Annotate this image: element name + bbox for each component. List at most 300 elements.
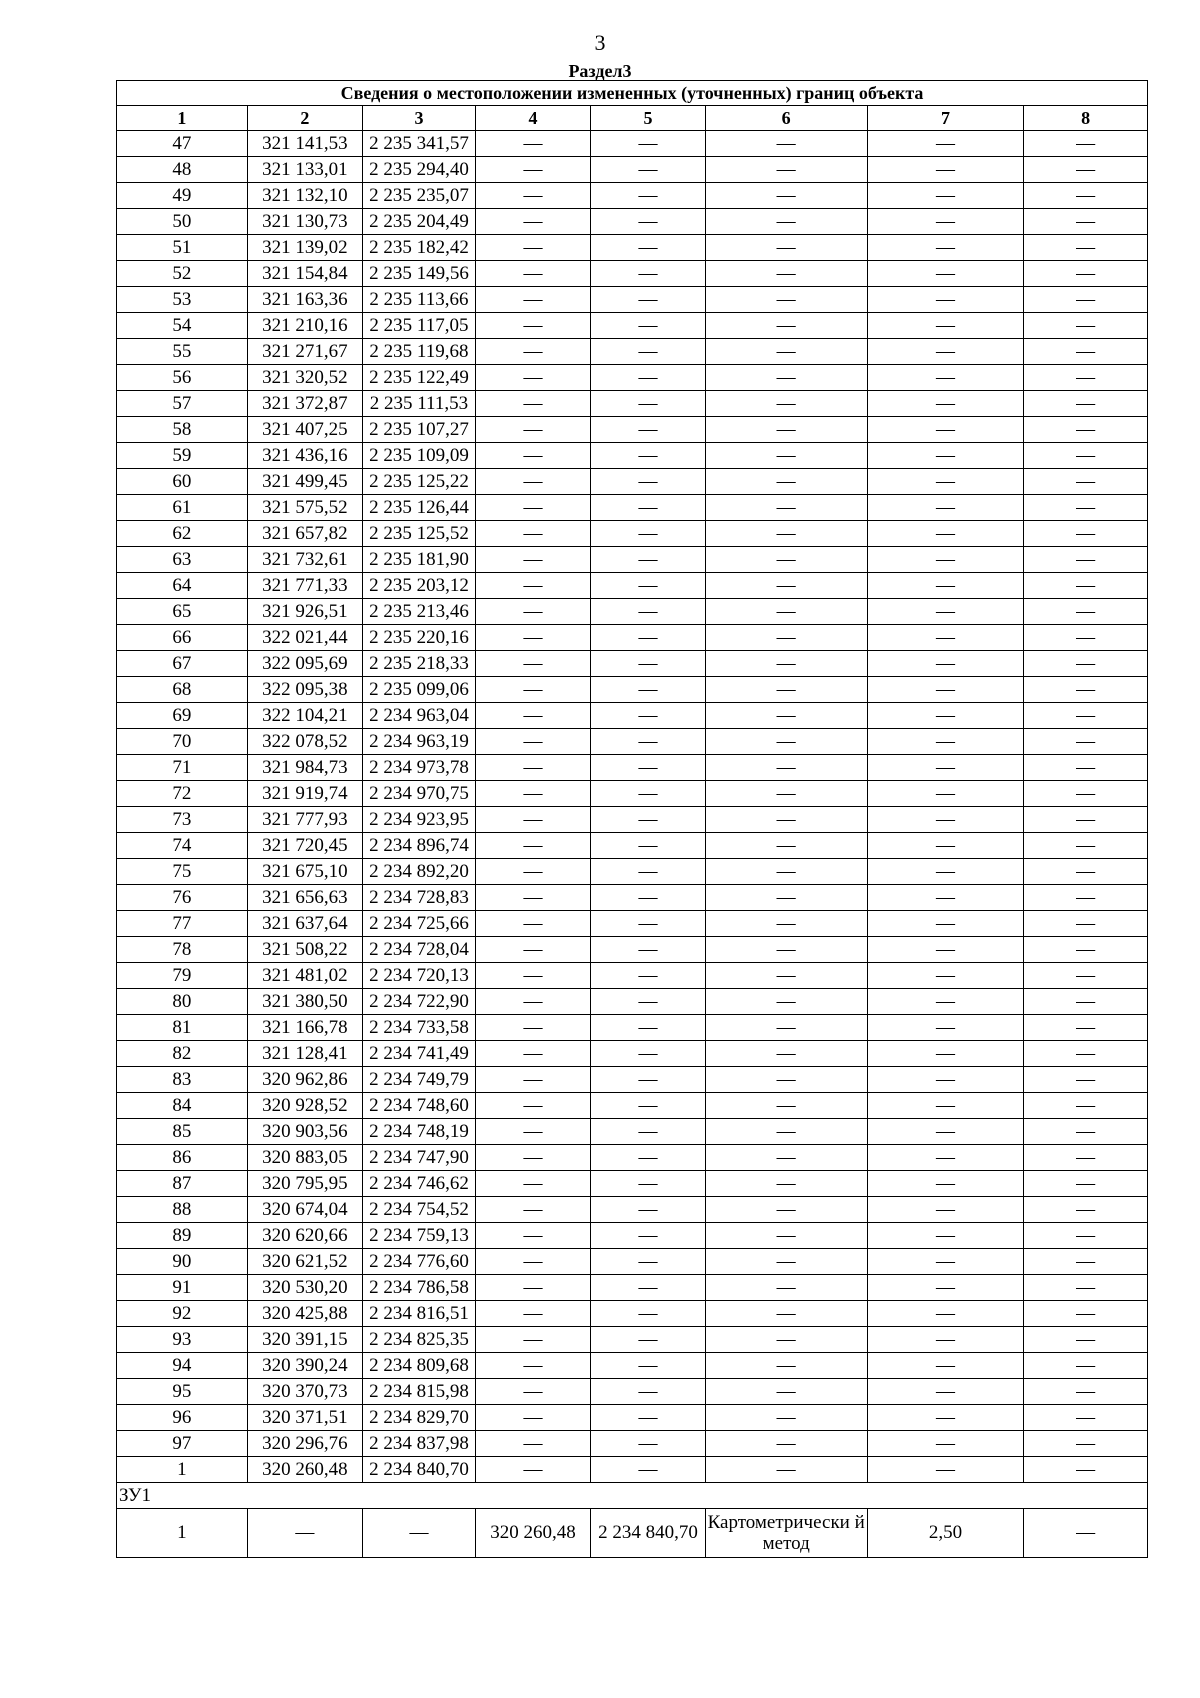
dash-cell: —: [591, 391, 706, 417]
point-number: 56: [117, 365, 248, 391]
x-coordinate: 320 928,52: [247, 1093, 363, 1119]
dash-cell: —: [475, 1379, 591, 1405]
dash-cell: —: [867, 833, 1024, 859]
dash-cell: —: [705, 157, 867, 183]
point-number: 78: [117, 937, 248, 963]
point-number: 93: [117, 1327, 248, 1353]
point-number: 77: [117, 911, 248, 937]
dash-cell: —: [591, 131, 706, 157]
dash-cell: —: [591, 547, 706, 573]
x-coordinate: 321 166,78: [247, 1015, 363, 1041]
point-number: 66: [117, 625, 248, 651]
point-number: 49: [117, 183, 248, 209]
dash-cell: —: [867, 1327, 1024, 1353]
dash-cell: —: [1024, 1249, 1148, 1275]
table-row: [117, 1431, 1148, 1457]
table-row: [117, 235, 1148, 261]
dash-cell: —: [475, 157, 591, 183]
dash-cell: —: [705, 1301, 867, 1327]
dash-cell: —: [1024, 859, 1148, 885]
x-coordinate: 320 621,52: [247, 1249, 363, 1275]
dash-cell: —: [475, 1171, 591, 1197]
y-coordinate: 2 235 149,56: [363, 261, 476, 287]
dash-cell: —: [705, 1405, 867, 1431]
boundary-table: [116, 80, 1148, 1558]
accuracy-cell: 2,50: [867, 1509, 1024, 1558]
dash-cell: —: [705, 287, 867, 313]
dash-cell: —: [475, 1301, 591, 1327]
column-number: 8: [1024, 106, 1148, 131]
dash-cell: —: [705, 1093, 867, 1119]
dash-cell: —: [705, 859, 867, 885]
dash-cell: —: [705, 989, 867, 1015]
dash-cell: —: [705, 1197, 867, 1223]
dash-cell: —: [1024, 781, 1148, 807]
dash-cell: —: [475, 573, 591, 599]
y-coordinate: 2 234 816,51: [363, 1301, 476, 1327]
dash-cell: —: [591, 209, 706, 235]
y-coordinate: 2 235 099,06: [363, 677, 476, 703]
x-coordinate: 322 021,44: [247, 625, 363, 651]
dash-cell: —: [591, 365, 706, 391]
table-row: [117, 859, 1148, 885]
point-number: 61: [117, 495, 248, 521]
table-row: [117, 1457, 1148, 1483]
dash-cell: —: [475, 833, 591, 859]
point-number: 76: [117, 885, 248, 911]
point-number: 58: [117, 417, 248, 443]
table-row: [117, 781, 1148, 807]
dash-cell: —: [705, 677, 867, 703]
dash-cell: —: [1024, 209, 1148, 235]
x-coordinate: 322 078,52: [247, 729, 363, 755]
point-number: 1: [117, 1457, 248, 1483]
dash-cell: —: [705, 1249, 867, 1275]
new-y-cell: 2 234 840,70: [591, 1509, 706, 1558]
y-coordinate: 2 234 970,75: [363, 781, 476, 807]
dash-cell: —: [475, 1015, 591, 1041]
point-number: 52: [117, 261, 248, 287]
dash-cell: —: [867, 807, 1024, 833]
dash-cell: —: [1024, 885, 1148, 911]
dash-cell: —: [867, 365, 1024, 391]
dash-cell: —: [1024, 131, 1148, 157]
dash-cell: —: [475, 1327, 591, 1353]
dash-cell: —: [591, 157, 706, 183]
dash-cell: —: [591, 1119, 706, 1145]
point-number: 59: [117, 443, 248, 469]
x-coordinate: 321 163,36: [247, 287, 363, 313]
table-body: [117, 131, 1148, 1483]
y-coordinate: 2 234 973,78: [363, 755, 476, 781]
dash-cell: —: [591, 781, 706, 807]
dash-cell: —: [475, 521, 591, 547]
y-coordinate: 2 235 107,27: [363, 417, 476, 443]
dash-cell: —: [867, 1405, 1024, 1431]
dash-cell: —: [591, 755, 706, 781]
dash-cell: —: [867, 417, 1024, 443]
x-coordinate: 322 104,21: [247, 703, 363, 729]
x-coordinate: 320 260,48: [247, 1457, 363, 1483]
dash-cell: —: [1024, 313, 1148, 339]
column-number-row: [117, 106, 1148, 131]
x-coordinate: 321 926,51: [247, 599, 363, 625]
y-coordinate: 2 235 218,33: [363, 651, 476, 677]
table-row: [117, 729, 1148, 755]
table-row: [117, 1223, 1148, 1249]
dash-cell: —: [867, 1119, 1024, 1145]
dash-cell: —: [1024, 651, 1148, 677]
table-row: [117, 547, 1148, 573]
dash-cell: —: [475, 859, 591, 885]
y-coordinate: 2 234 748,60: [363, 1093, 476, 1119]
dash-cell: —: [1024, 495, 1148, 521]
point-number: 65: [117, 599, 248, 625]
dash-cell: —: [705, 521, 867, 547]
table-row: [117, 1275, 1148, 1301]
dash-cell: —: [867, 1379, 1024, 1405]
x-coordinate: 321 481,02: [247, 963, 363, 989]
dash-cell: —: [475, 937, 591, 963]
dash-cell: —: [1024, 1171, 1148, 1197]
dash-cell: —: [867, 885, 1024, 911]
y-coordinate: 2 234 748,19: [363, 1119, 476, 1145]
table-row: [117, 573, 1148, 599]
dash-cell: —: [705, 131, 867, 157]
dash-cell: —: [591, 235, 706, 261]
table-row: [117, 963, 1148, 989]
column-number: 6: [705, 106, 867, 131]
point-number: 73: [117, 807, 248, 833]
point-number: 60: [117, 469, 248, 495]
y-coordinate: 2 234 786,58: [363, 1275, 476, 1301]
column-number: 5: [591, 106, 706, 131]
dash-cell: —: [1024, 755, 1148, 781]
point-number: 81: [117, 1015, 248, 1041]
group-row: [117, 1483, 1148, 1509]
x-coordinate: 321 132,10: [247, 183, 363, 209]
x-coordinate: 321 720,45: [247, 833, 363, 859]
point-number: 70: [117, 729, 248, 755]
x-coordinate: 320 795,95: [247, 1171, 363, 1197]
point-number: 95: [117, 1379, 248, 1405]
dash-cell: —: [591, 677, 706, 703]
dash-cell: —: [1024, 573, 1148, 599]
dash-cell: —: [475, 547, 591, 573]
table-row: [117, 417, 1148, 443]
x-coordinate: 320 390,24: [247, 1353, 363, 1379]
table-row: [117, 1171, 1148, 1197]
dash-cell: —: [591, 1249, 706, 1275]
dash-cell: —: [705, 729, 867, 755]
x-coordinate: 322 095,69: [247, 651, 363, 677]
x-coordinate: 321 372,87: [247, 391, 363, 417]
x-coordinate: 320 903,56: [247, 1119, 363, 1145]
dash-cell: —: [705, 963, 867, 989]
dash-cell: —: [1024, 157, 1148, 183]
x-coordinate: 320 962,86: [247, 1067, 363, 1093]
table-row: [117, 1145, 1148, 1171]
point-number: 86: [117, 1145, 248, 1171]
y-coordinate: 2 234 733,58: [363, 1015, 476, 1041]
table-row: [117, 937, 1148, 963]
point-number: 83: [117, 1067, 248, 1093]
dash-cell: —: [705, 365, 867, 391]
dash-cell: —: [475, 287, 591, 313]
y-coordinate: 2 235 235,07: [363, 183, 476, 209]
point-number: 47: [117, 131, 248, 157]
dash-cell: —: [867, 1275, 1024, 1301]
dash-cell: —: [1024, 443, 1148, 469]
table-row: [117, 495, 1148, 521]
table-row: [117, 625, 1148, 651]
table-caption: Сведения о местоположении измененных (уточненных) границ объекта: [117, 81, 1148, 106]
dash-cell: —: [475, 1405, 591, 1431]
table-row: [117, 209, 1148, 235]
column-number: 2: [247, 106, 363, 131]
dash-cell: —: [475, 1119, 591, 1145]
point-number: 63: [117, 547, 248, 573]
y-coordinate: 2 234 837,98: [363, 1431, 476, 1457]
dash-cell: —: [867, 469, 1024, 495]
y-coordinate: 2 235 213,46: [363, 599, 476, 625]
dash-cell: —: [1024, 989, 1148, 1015]
dash-cell: —: [1024, 1353, 1148, 1379]
dash-cell: —: [1024, 833, 1148, 859]
x-coordinate: 321 130,73: [247, 209, 363, 235]
dash-cell: —: [591, 183, 706, 209]
y-coordinate: 2 234 815,98: [363, 1379, 476, 1405]
table-row: [117, 1197, 1148, 1223]
table-row: [117, 1353, 1148, 1379]
point-number: 75: [117, 859, 248, 885]
table-row: [117, 1067, 1148, 1093]
table-row: [117, 807, 1148, 833]
dash-cell: —: [475, 807, 591, 833]
point-number: 97: [117, 1431, 248, 1457]
y-coordinate: 2 234 892,20: [363, 859, 476, 885]
table-row: [117, 1041, 1148, 1067]
y-coordinate: 2 234 809,68: [363, 1353, 476, 1379]
extra-cell: —: [1024, 1509, 1148, 1558]
dash-cell: —: [1024, 183, 1148, 209]
dash-cell: —: [705, 703, 867, 729]
x-coordinate: 322 095,38: [247, 677, 363, 703]
y-coordinate: 2 234 725,66: [363, 911, 476, 937]
dash-cell: —: [1024, 391, 1148, 417]
dash-cell: —: [867, 1223, 1024, 1249]
point-number: 53: [117, 287, 248, 313]
dash-cell: —: [475, 1093, 591, 1119]
x-coordinate: 321 380,50: [247, 989, 363, 1015]
dash-cell: —: [1024, 1145, 1148, 1171]
dash-cell: —: [1024, 937, 1148, 963]
y-coordinate: 2 235 122,49: [363, 365, 476, 391]
y-coordinate: 2 235 125,52: [363, 521, 476, 547]
dash-cell: —: [475, 755, 591, 781]
dash-cell: —: [475, 495, 591, 521]
dash-cell: —: [591, 1327, 706, 1353]
point-number: 68: [117, 677, 248, 703]
dash-cell: —: [867, 1197, 1024, 1223]
dash-cell: —: [867, 573, 1024, 599]
table-row: [117, 469, 1148, 495]
dash-cell: —: [591, 937, 706, 963]
dash-cell: —: [867, 989, 1024, 1015]
dash-cell: —: [705, 807, 867, 833]
dash-cell: —: [867, 937, 1024, 963]
dash-cell: —: [475, 625, 591, 651]
dash-cell: —: [867, 703, 1024, 729]
table-row: [117, 1379, 1148, 1405]
dash-cell: —: [867, 183, 1024, 209]
dash-cell: —: [1024, 963, 1148, 989]
y-coordinate: 2 234 776,60: [363, 1249, 476, 1275]
dash-cell: —: [705, 547, 867, 573]
x-coordinate: 321 436,16: [247, 443, 363, 469]
table-row: [117, 365, 1148, 391]
dash-cell: —: [475, 1431, 591, 1457]
dash-cell: —: [475, 963, 591, 989]
dash-cell: —: [1024, 1223, 1148, 1249]
dash-cell: —: [867, 287, 1024, 313]
table-row: [117, 1093, 1148, 1119]
y-coordinate: 2 235 109,09: [363, 443, 476, 469]
dash-cell: —: [591, 1145, 706, 1171]
dash-cell: —: [475, 989, 591, 1015]
table-row: [117, 651, 1148, 677]
dash-cell: —: [475, 1249, 591, 1275]
dash-cell: —: [705, 469, 867, 495]
dash-cell: —: [475, 1041, 591, 1067]
y-coordinate: 2 235 119,68: [363, 339, 476, 365]
new-x-cell: 320 260,48: [475, 1509, 591, 1558]
x-coordinate: 321 675,10: [247, 859, 363, 885]
dash-cell: —: [475, 1223, 591, 1249]
x-coordinate: 321 320,52: [247, 365, 363, 391]
dash-cell: —: [867, 443, 1024, 469]
dash-cell: —: [1024, 1301, 1148, 1327]
dash-cell: —: [1024, 1327, 1148, 1353]
table-row: [117, 157, 1148, 183]
table-row: [117, 599, 1148, 625]
table-row: [117, 885, 1148, 911]
table-row: [117, 391, 1148, 417]
dash-cell: —: [591, 1015, 706, 1041]
dash-cell: —: [867, 1457, 1024, 1483]
x-coordinate: 321 919,74: [247, 781, 363, 807]
y-coordinate: 2 234 825,35: [363, 1327, 476, 1353]
x-coordinate: 320 530,20: [247, 1275, 363, 1301]
dash-cell: —: [867, 521, 1024, 547]
x-coordinate: 320 371,51: [247, 1405, 363, 1431]
dash-cell: —: [591, 1093, 706, 1119]
x-coordinate: 321 128,41: [247, 1041, 363, 1067]
dash-cell: —: [867, 781, 1024, 807]
dash-cell: —: [1024, 911, 1148, 937]
x-coordinate: 321 656,63: [247, 885, 363, 911]
table-row: [117, 261, 1148, 287]
y-coordinate: 2 235 294,40: [363, 157, 476, 183]
dash-cell: —: [705, 1457, 867, 1483]
dash-cell: —: [705, 937, 867, 963]
dash-cell: —: [867, 859, 1024, 885]
dash-cell: —: [591, 1197, 706, 1223]
dash-cell: —: [705, 1353, 867, 1379]
dash-cell: —: [591, 1041, 706, 1067]
y-coordinate: 2 234 896,74: [363, 833, 476, 859]
x-coordinate: 321 133,01: [247, 157, 363, 183]
point-number: 55: [117, 339, 248, 365]
y-coordinate: 2 234 829,70: [363, 1405, 476, 1431]
final-row: [117, 1509, 1148, 1558]
dash-cell: —: [1024, 521, 1148, 547]
dash-cell: —: [1024, 365, 1148, 391]
dash-cell: —: [591, 911, 706, 937]
point-number: 89: [117, 1223, 248, 1249]
point-number: 79: [117, 963, 248, 989]
old-x-cell: —: [247, 1509, 363, 1558]
dash-cell: —: [591, 521, 706, 547]
dash-cell: —: [591, 1223, 706, 1249]
dash-cell: —: [867, 339, 1024, 365]
dash-cell: —: [867, 729, 1024, 755]
section-label: Раздел3: [568, 61, 632, 81]
x-coordinate: 321 508,22: [247, 937, 363, 963]
y-coordinate: 2 235 113,66: [363, 287, 476, 313]
dash-cell: —: [1024, 1067, 1148, 1093]
y-coordinate: 2 234 754,52: [363, 1197, 476, 1223]
y-coordinate: 2 235 117,05: [363, 313, 476, 339]
page-number: 3: [594, 30, 606, 55]
dash-cell: —: [591, 417, 706, 443]
dash-cell: —: [705, 209, 867, 235]
dash-cell: —: [1024, 469, 1148, 495]
point-number: 67: [117, 651, 248, 677]
x-coordinate: 321 141,53: [247, 131, 363, 157]
dash-cell: —: [591, 833, 706, 859]
dash-cell: —: [1024, 261, 1148, 287]
point-number: 51: [117, 235, 248, 261]
dash-cell: —: [1024, 1119, 1148, 1145]
y-coordinate: 2 234 963,04: [363, 703, 476, 729]
dash-cell: —: [591, 625, 706, 651]
y-coordinate: 2 235 204,49: [363, 209, 476, 235]
y-coordinate: 2 234 749,79: [363, 1067, 476, 1093]
dash-cell: —: [475, 1067, 591, 1093]
table-row: [117, 833, 1148, 859]
dash-cell: —: [867, 1067, 1024, 1093]
dash-cell: —: [867, 495, 1024, 521]
dash-cell: —: [705, 339, 867, 365]
dash-cell: —: [867, 1015, 1024, 1041]
dash-cell: —: [1024, 417, 1148, 443]
table-row: [117, 287, 1148, 313]
y-coordinate: 2 234 923,95: [363, 807, 476, 833]
dash-cell: —: [705, 1223, 867, 1249]
dash-cell: —: [591, 703, 706, 729]
dash-cell: —: [867, 157, 1024, 183]
dash-cell: —: [705, 443, 867, 469]
dash-cell: —: [591, 729, 706, 755]
x-coordinate: 321 657,82: [247, 521, 363, 547]
y-coordinate: 2 235 182,42: [363, 235, 476, 261]
dash-cell: —: [475, 261, 591, 287]
x-coordinate: 321 984,73: [247, 755, 363, 781]
dash-cell: —: [867, 755, 1024, 781]
table-row: [117, 911, 1148, 937]
dash-cell: —: [475, 677, 591, 703]
